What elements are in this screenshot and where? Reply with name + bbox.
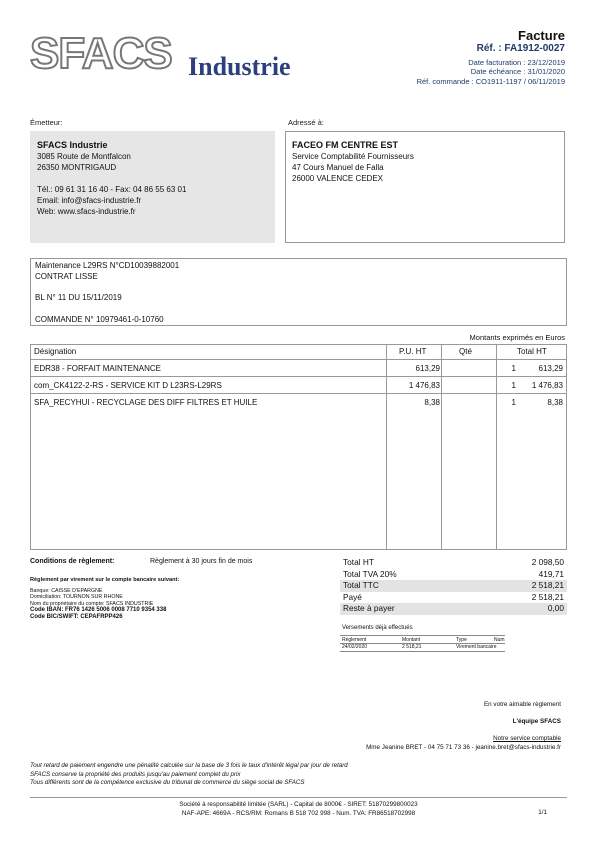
recipient-service: Service Comptabilité Fournisseurs (292, 152, 414, 161)
signature-team: L'équipe SFACS (512, 718, 561, 725)
payment-amount: 2 518,21 (402, 644, 422, 650)
sender-label: Émetteur: (30, 118, 63, 127)
invoice-info-box (30, 258, 567, 326)
info-line: Maintenance L29RS N°CD10039882001 (35, 261, 180, 270)
table-row-designation: EDR38 - FORFAIT MAINTENANCE (34, 364, 161, 373)
invoice-date: Date facturation : 23/12/2019 (468, 58, 565, 67)
payment-type: Virement bancaire (456, 644, 497, 650)
payment-terms-label: Conditions de règlement: (30, 558, 115, 565)
total-value: 2 518,21 (531, 591, 564, 602)
bank-transfer-title: Règlement par virement sur le compte bancaire suivant: (30, 577, 180, 583)
table-row-unit-price: 1 476,83 (408, 381, 440, 390)
recipient-box (285, 131, 565, 243)
total-value: 0,00 (547, 603, 564, 613)
sender-email[interactable]: Email: info@sfacs-industrie.fr (37, 196, 142, 205)
table-row-unit-price: 8,38 (424, 398, 440, 407)
sender-city: 26350 MONTRIGAUD (37, 163, 117, 172)
bank-name: Banque: CAISSE D'EPARGNE (30, 588, 103, 594)
recipient-street: 47 Cours Manuel de Falla (292, 163, 384, 172)
total-label: Total TVA 20% (343, 568, 397, 579)
table-row-total: 613,29 (538, 364, 563, 373)
payments-col-reglement: Règlement (342, 637, 367, 643)
recipient-city: 26000 VALENCE CEDEX (292, 174, 384, 183)
items-table (30, 344, 567, 550)
recipient-label: Adressé à: (288, 118, 324, 127)
currency-note: Montants exprimés en Euros (469, 333, 565, 342)
total-row (340, 580, 567, 592)
payment-date: 24/02/2020 (342, 644, 368, 650)
total-label: Total HT (343, 557, 374, 567)
footer (30, 800, 567, 818)
legal-line: Tous différents sont de la compétence exclusive du tribunal de commerce du siège social de SFACS (30, 779, 305, 787)
bic-code: Code BIC/SWIFT: CEPAFRPP426 (30, 613, 123, 620)
bank-details (30, 588, 166, 620)
table-row-designation: com_CK4122-2-RS - SERVICE KIT D L23RS-L29RS (34, 381, 222, 390)
bank-domiciliation: Domiciliation: TOURNON SUR RHONE (30, 594, 123, 601)
footer-line: NAF-APE: 4669A - RCS/RM: Romans B 518 702 998 - Num. TVA: FR86518702998 (181, 810, 416, 817)
sender-name: SFACS Industrie (37, 140, 108, 150)
total-row (340, 592, 567, 604)
payment-terms-value: Règlement à 30 jours fin de mois (150, 558, 253, 565)
table-row-designation: SFA_RECYHUI - RECYCLAGE DES DIFF FILTRES ET HUILE (34, 398, 258, 407)
column-header-quantity: Qté (459, 347, 472, 356)
legal-notice (30, 762, 348, 788)
payments-col-montant: Montant (402, 637, 421, 643)
footer-divider (30, 797, 567, 798)
legal-line: Tout retard de paiement engendre une pénalité calculée sur la base de 3 fois le taux d'intérêt légal par jour de retard (30, 762, 348, 769)
sender-phone: Tél.: 09 61 31 16 40 - Fax: 04 86 55 63 01 (37, 185, 187, 194)
invoice-reference: Réf. : FA1912-0027 (476, 43, 565, 54)
info-line: CONTRAT LISSE (35, 271, 98, 281)
recipient-name: FACEO FM CENTRE EST (292, 140, 399, 150)
sender-website[interactable]: Web: www.sfacs-industrie.fr (37, 207, 136, 216)
page-number: 1/1 (538, 809, 547, 816)
iban-code: Code IBAN: FR76 1426 5006 0008 7710 9354 338 (30, 607, 167, 614)
total-row (340, 569, 567, 581)
payments-title: Versements déjà effectués (342, 625, 413, 631)
order-reference: Réf. commande : CO1911-1197 / 06/11/2019 (416, 77, 565, 86)
footer-line: Société à responsabilité limitée (SARL) - Capital de 8000€ - SIRET: 51870299800023 (179, 801, 418, 808)
table-row-unit-price: 613,29 (415, 364, 440, 373)
account-owner: Nom du propriétaire du compte: SFACS INDUSTRIE (30, 600, 154, 607)
total-row (340, 603, 567, 615)
due-date: Date échéance : 31/01/2020 (470, 67, 565, 76)
total-label: Reste à payer (343, 603, 395, 613)
table-row-total: 1 476,83 (531, 381, 563, 390)
total-label: Total TTC (343, 580, 379, 590)
total-value: 2 518,21 (531, 580, 564, 590)
table-row-quantity: 1 (511, 398, 516, 407)
accounting-contact: Mme Jeanine BRET - 04 75 71 73 36 - jeanine.bret@sfacs-industrie.fr (366, 744, 561, 751)
company-logo-sfacs: SFACS (30, 29, 172, 78)
payments-row (340, 643, 505, 652)
column-header-unit-price: P.U. HT (399, 347, 427, 356)
table-row-quantity: 1 (511, 381, 516, 390)
invoice-title: Facture (518, 28, 565, 43)
legal-line: SFACS conserve la propriété des produits jusqu'au paiement complet du prix (30, 770, 241, 778)
company-logo-industrie: Industrie (188, 52, 291, 81)
column-header-total: Total HT (517, 347, 547, 356)
total-label: Payé (343, 591, 362, 602)
payments-col-type: Type (456, 637, 467, 643)
table-row-total: 8,38 (547, 398, 563, 407)
table-row-quantity: 1 (511, 364, 516, 373)
sender-street: 3085 Route de Montfalcon (37, 152, 131, 161)
info-line: COMMANDE N° 10979461-0-10760 (35, 314, 164, 324)
closing-greeting: En votre aimable règlement (483, 701, 561, 708)
column-header-designation: Désignation (34, 347, 77, 356)
accounting-service: Notre service comptable (493, 735, 561, 742)
total-value: 2 098,50 (531, 557, 564, 567)
sender-box (30, 131, 275, 243)
info-line: BL N° 11 DU 15/11/2019 (35, 293, 122, 303)
payments-col-num: Num (494, 637, 505, 643)
total-row (340, 557, 567, 569)
total-value: 419,71 (538, 568, 564, 579)
